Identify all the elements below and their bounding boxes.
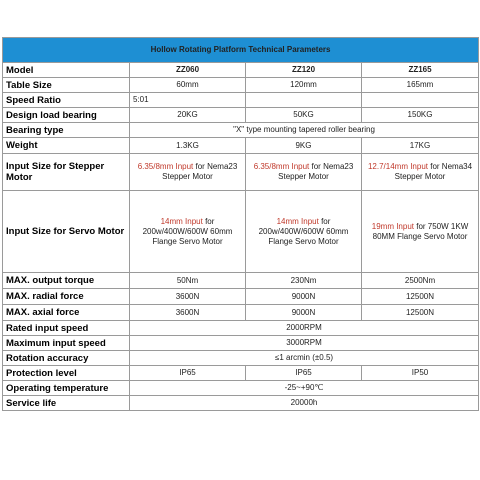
- cell-value: 60mm: [130, 78, 246, 93]
- radial-force-row: [3, 289, 479, 305]
- service-life-row: [3, 396, 479, 411]
- cell-value: 3000RPM: [130, 336, 479, 351]
- motor-description: for Nema23 Stepper Motor: [162, 162, 238, 181]
- weight-row: [3, 138, 479, 154]
- motor-description: for 200w/400W/600W 60mm Flange Servo Motor: [142, 216, 233, 246]
- cell-value: "X" type mounting tapered roller bearing: [130, 123, 479, 138]
- row-label: Protection level: [3, 366, 130, 381]
- cell-value: 20KG: [130, 108, 246, 123]
- cell-value: [130, 154, 246, 191]
- model-zz165: ZZ165: [362, 63, 479, 78]
- title-row: [3, 38, 479, 63]
- row-label: Design load bearing: [3, 108, 130, 123]
- row-label: Rotation accuracy: [3, 351, 130, 366]
- cell-value: 2000RPM: [130, 321, 479, 336]
- cell-value: 9000N: [246, 289, 362, 305]
- cell-value: 3600N: [130, 305, 246, 321]
- row-label: Service life: [3, 396, 130, 411]
- row-label: MAX. output torque: [3, 273, 130, 289]
- design-load-row: [3, 108, 479, 123]
- table-size-row: [3, 78, 479, 93]
- cell-value: 50KG: [246, 108, 362, 123]
- input-size-highlight: 14mm Input: [160, 216, 203, 226]
- cell-value: 12500N: [362, 289, 479, 305]
- cell-value: 3600N: [130, 289, 246, 305]
- motor-description: for 750W 1KW 80MM Flange Servo Motor: [372, 221, 469, 241]
- cell-value: 2500Nm: [362, 273, 479, 289]
- cell-value: [362, 154, 479, 191]
- cell-value: 9000N: [246, 305, 362, 321]
- cell-value: 50Nm: [130, 273, 246, 289]
- cell-value: 17KG: [362, 138, 479, 154]
- cell-value: IP65: [130, 366, 246, 381]
- row-label: Input Size for Servo Motor: [3, 191, 130, 273]
- axial-force-row: [3, 305, 479, 321]
- cell-empty: [246, 93, 362, 108]
- bearing-type-row: [3, 123, 479, 138]
- servo-row: [3, 191, 479, 273]
- motor-description: for 200w/400W/600W 60mm Flange Servo Motor: [258, 216, 349, 246]
- row-label: Input Size for Stepper Motor: [3, 154, 130, 191]
- op-temp-row: [3, 381, 479, 396]
- cell-value: IP65: [246, 366, 362, 381]
- spec-table: [2, 37, 479, 411]
- max-speed-row: [3, 336, 479, 351]
- input-size-highlight: 12.7/14mm Input: [367, 162, 429, 171]
- cell-value: 165mm: [362, 78, 479, 93]
- row-label: Weight: [3, 138, 130, 154]
- cell-value: ≤1 arcmin (±0.5): [130, 351, 479, 366]
- cell-value: 9KG: [246, 138, 362, 154]
- row-label: MAX. axial force: [3, 305, 130, 321]
- speed-ratio-row: [3, 93, 479, 108]
- row-label: Operating temperature: [3, 381, 130, 396]
- spec-table-container: [2, 37, 478, 411]
- cell-value: [130, 191, 246, 273]
- cell-value: -25~+90℃: [130, 381, 479, 396]
- input-size-highlight: 19mm Input: [371, 221, 414, 231]
- cell-value: 230Nm: [246, 273, 362, 289]
- table-title: Hollow Rotating Platform Technical Parameters: [3, 38, 479, 63]
- cell-value: IP50: [362, 366, 479, 381]
- row-label: Speed Ratio: [3, 93, 130, 108]
- cell-value: [246, 191, 362, 273]
- input-size-highlight: 6.35/8mm Input: [253, 162, 310, 171]
- cell-value: 150KG: [362, 108, 479, 123]
- cell-value: 5:01: [130, 93, 246, 108]
- row-label: MAX. radial force: [3, 289, 130, 305]
- torque-row: [3, 273, 479, 289]
- protection-row: [3, 366, 479, 381]
- cell-value: 120mm: [246, 78, 362, 93]
- row-label: Rated input speed: [3, 321, 130, 336]
- row-label: Bearing type: [3, 123, 130, 138]
- row-label: Table Size: [3, 78, 130, 93]
- cell-empty: [362, 93, 479, 108]
- cell-value: 20000h: [130, 396, 479, 411]
- input-size-highlight: 14mm Input: [276, 216, 319, 226]
- stepper-row: [3, 154, 479, 191]
- model-zz120: ZZ120: [246, 63, 362, 78]
- model-row: [3, 63, 479, 78]
- cell-value: [362, 191, 479, 273]
- input-size-highlight: 6.35/8mm Input: [137, 162, 194, 171]
- model-zz060: ZZ060: [130, 63, 246, 78]
- cell-value: 1.3KG: [130, 138, 246, 154]
- accuracy-row: [3, 351, 479, 366]
- row-label: Maximum input speed: [3, 336, 130, 351]
- rated-speed-row: [3, 321, 479, 336]
- motor-description: for Nema34 Stepper Motor: [394, 162, 473, 181]
- motor-description: for Nema23 Stepper Motor: [278, 162, 354, 181]
- model-label: Model: [3, 63, 130, 78]
- cell-value: [246, 154, 362, 191]
- cell-value: 12500N: [362, 305, 479, 321]
